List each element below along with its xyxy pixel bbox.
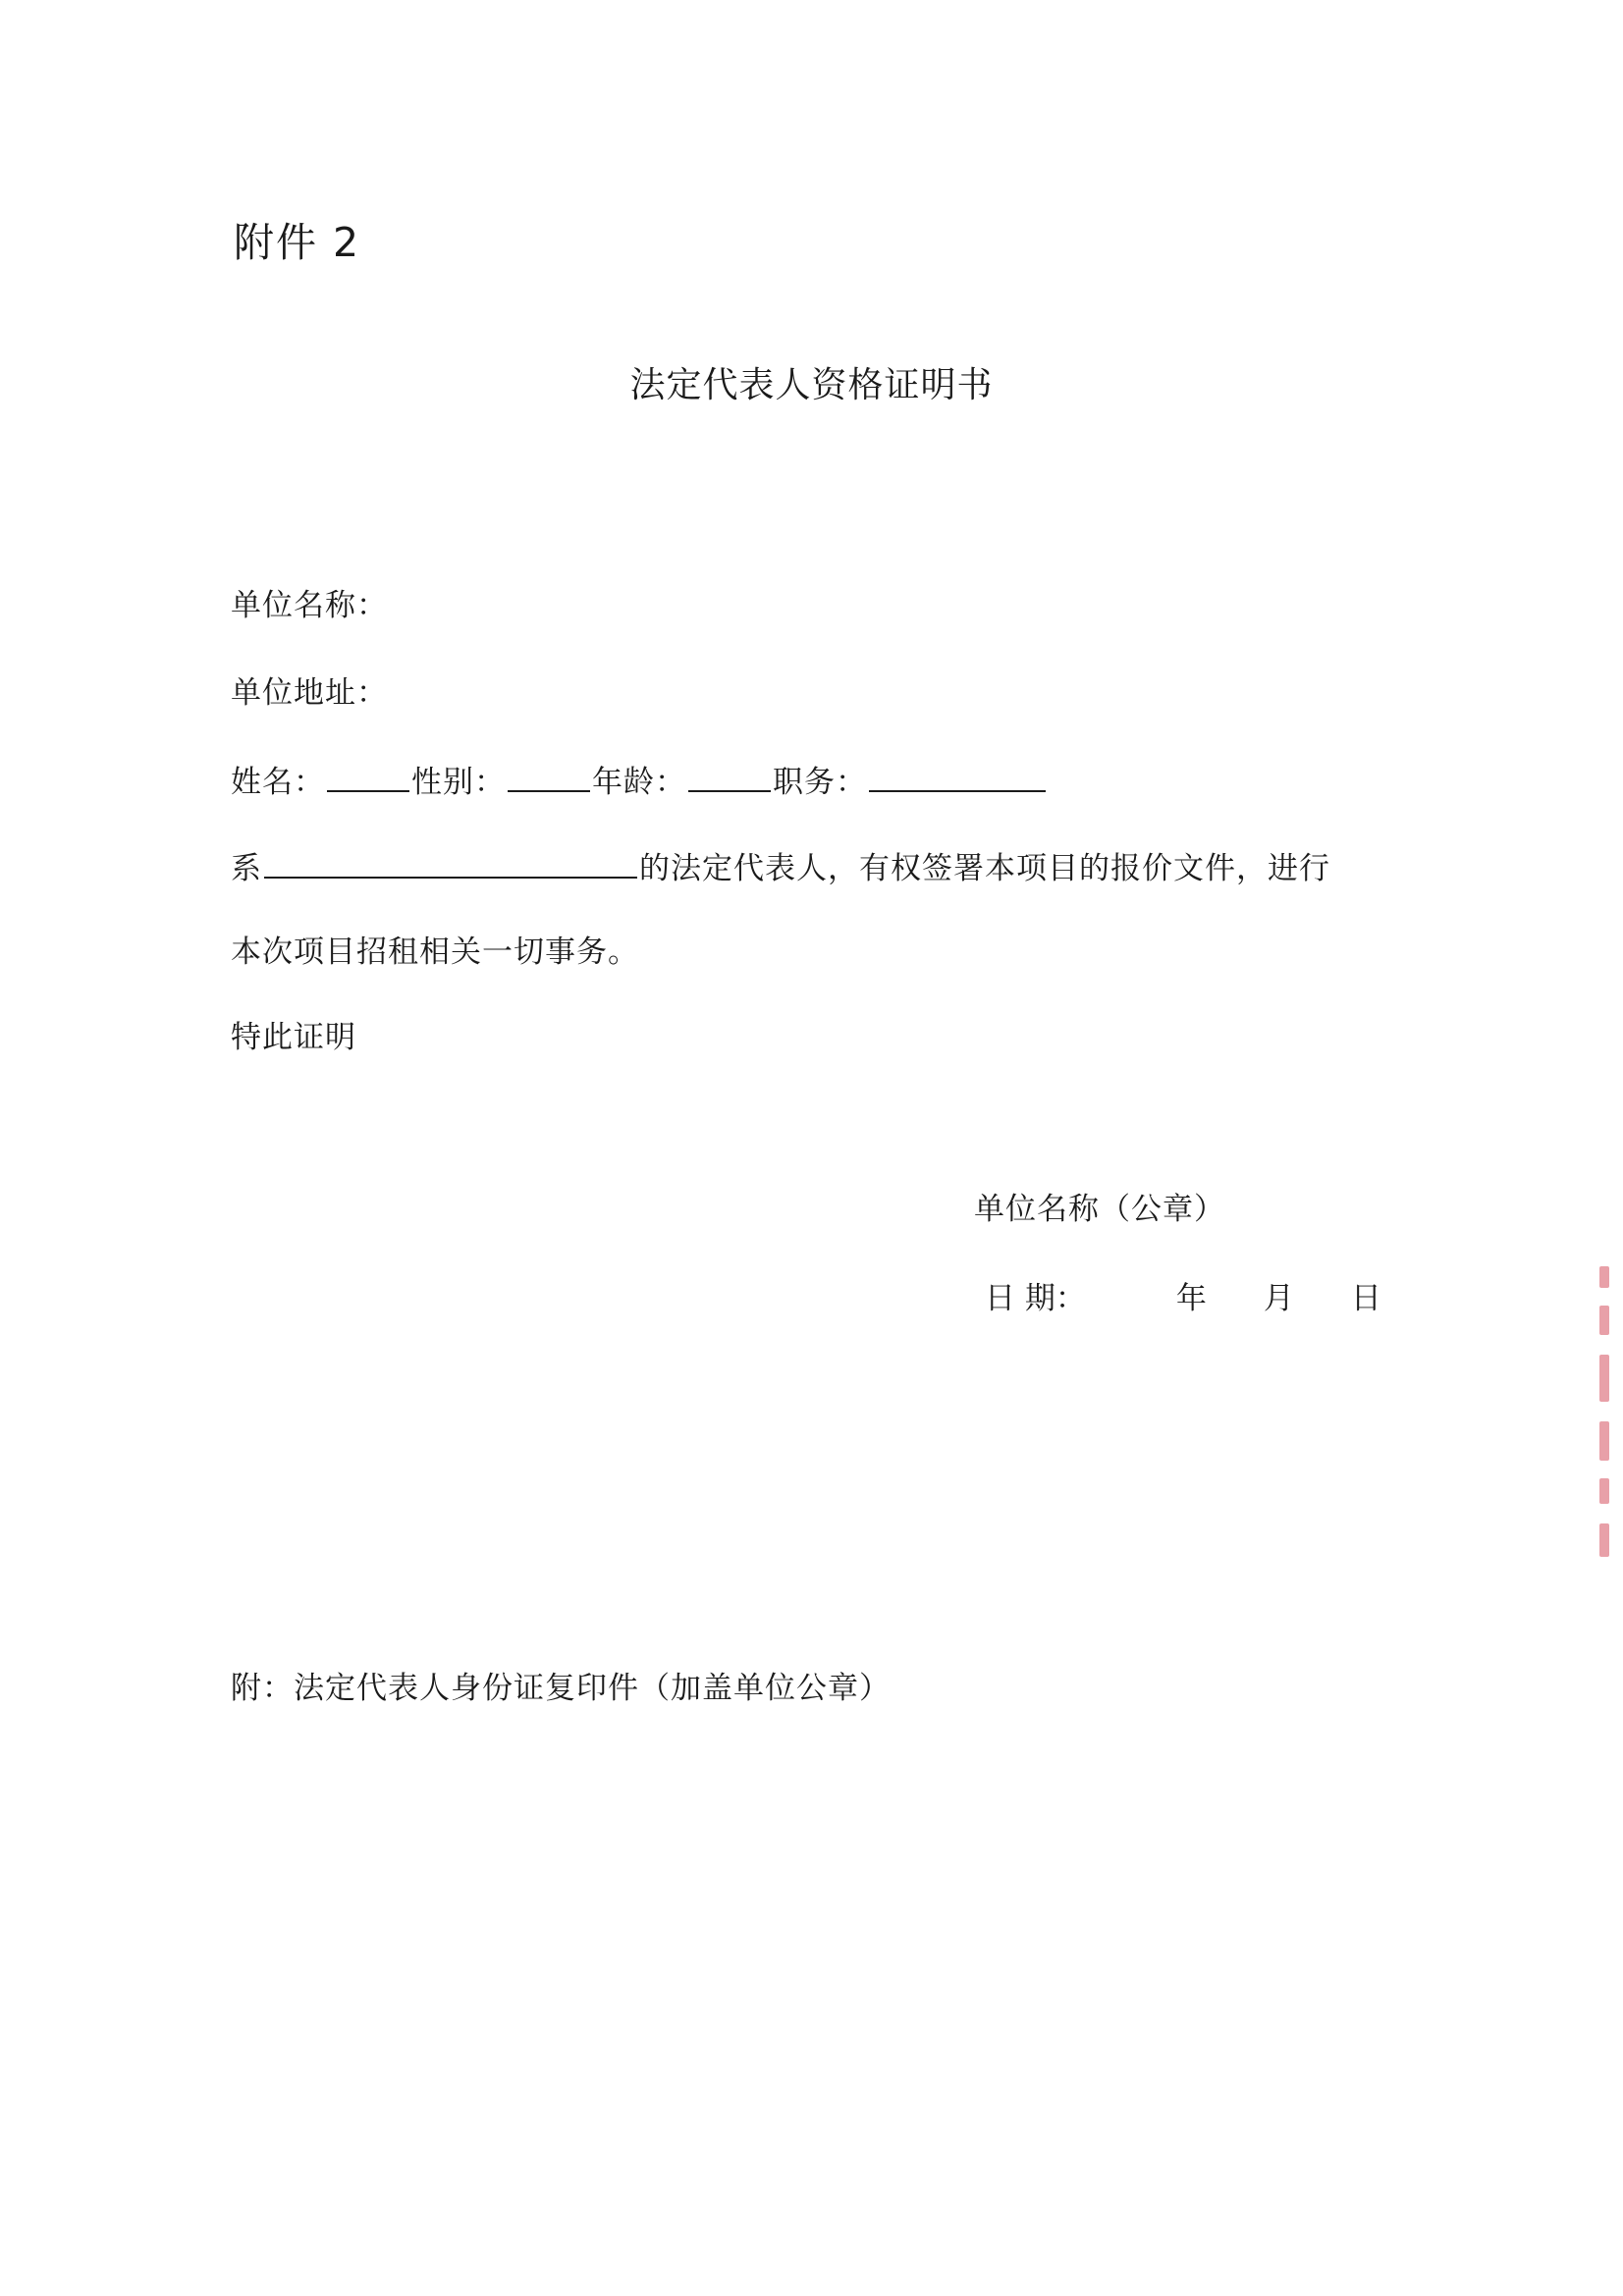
duty-blank[interactable] <box>869 761 1046 792</box>
unit-address-label: 单位地址： <box>231 675 388 711</box>
edge-stamp-marks <box>1596 1266 1613 1561</box>
duty-label: 职务： <box>773 765 867 800</box>
gender-label: 性别： <box>411 765 506 800</box>
date-year: 年 <box>1175 1281 1207 1316</box>
date-month: 月 <box>1263 1281 1294 1316</box>
document-title: 法定代表人资格证明书 <box>629 365 994 405</box>
date-row <box>985 1279 1381 1318</box>
date-label: 日 期： <box>985 1281 1086 1316</box>
date-day: 日 <box>1350 1281 1381 1316</box>
seal-label: 单位名称（公章） <box>974 1192 1225 1227</box>
attachment-note: 附：法定代表人身份证复印件（加盖单位公章） <box>231 1671 891 1706</box>
statement-prefix: 系 <box>231 851 262 886</box>
statement-line-1 <box>231 847 1330 888</box>
certify-text: 特此证明 <box>231 1020 356 1055</box>
gender-blank[interactable] <box>508 761 590 792</box>
age-blank[interactable] <box>688 761 771 792</box>
organization-blank[interactable] <box>264 847 637 879</box>
person-info-row <box>231 761 1048 802</box>
statement-line-1-text: 的法定代表人，有权签署本项目的报价文件，进行 <box>639 851 1330 886</box>
unit-name-label: 单位名称： <box>231 588 388 623</box>
age-label: 年龄： <box>592 765 686 800</box>
attachment-label: 附件 2 <box>234 219 361 266</box>
statement-line-2: 本次项目招租相关一切事务。 <box>231 934 639 970</box>
name-label: 姓名： <box>231 765 325 800</box>
name-blank[interactable] <box>327 761 409 792</box>
